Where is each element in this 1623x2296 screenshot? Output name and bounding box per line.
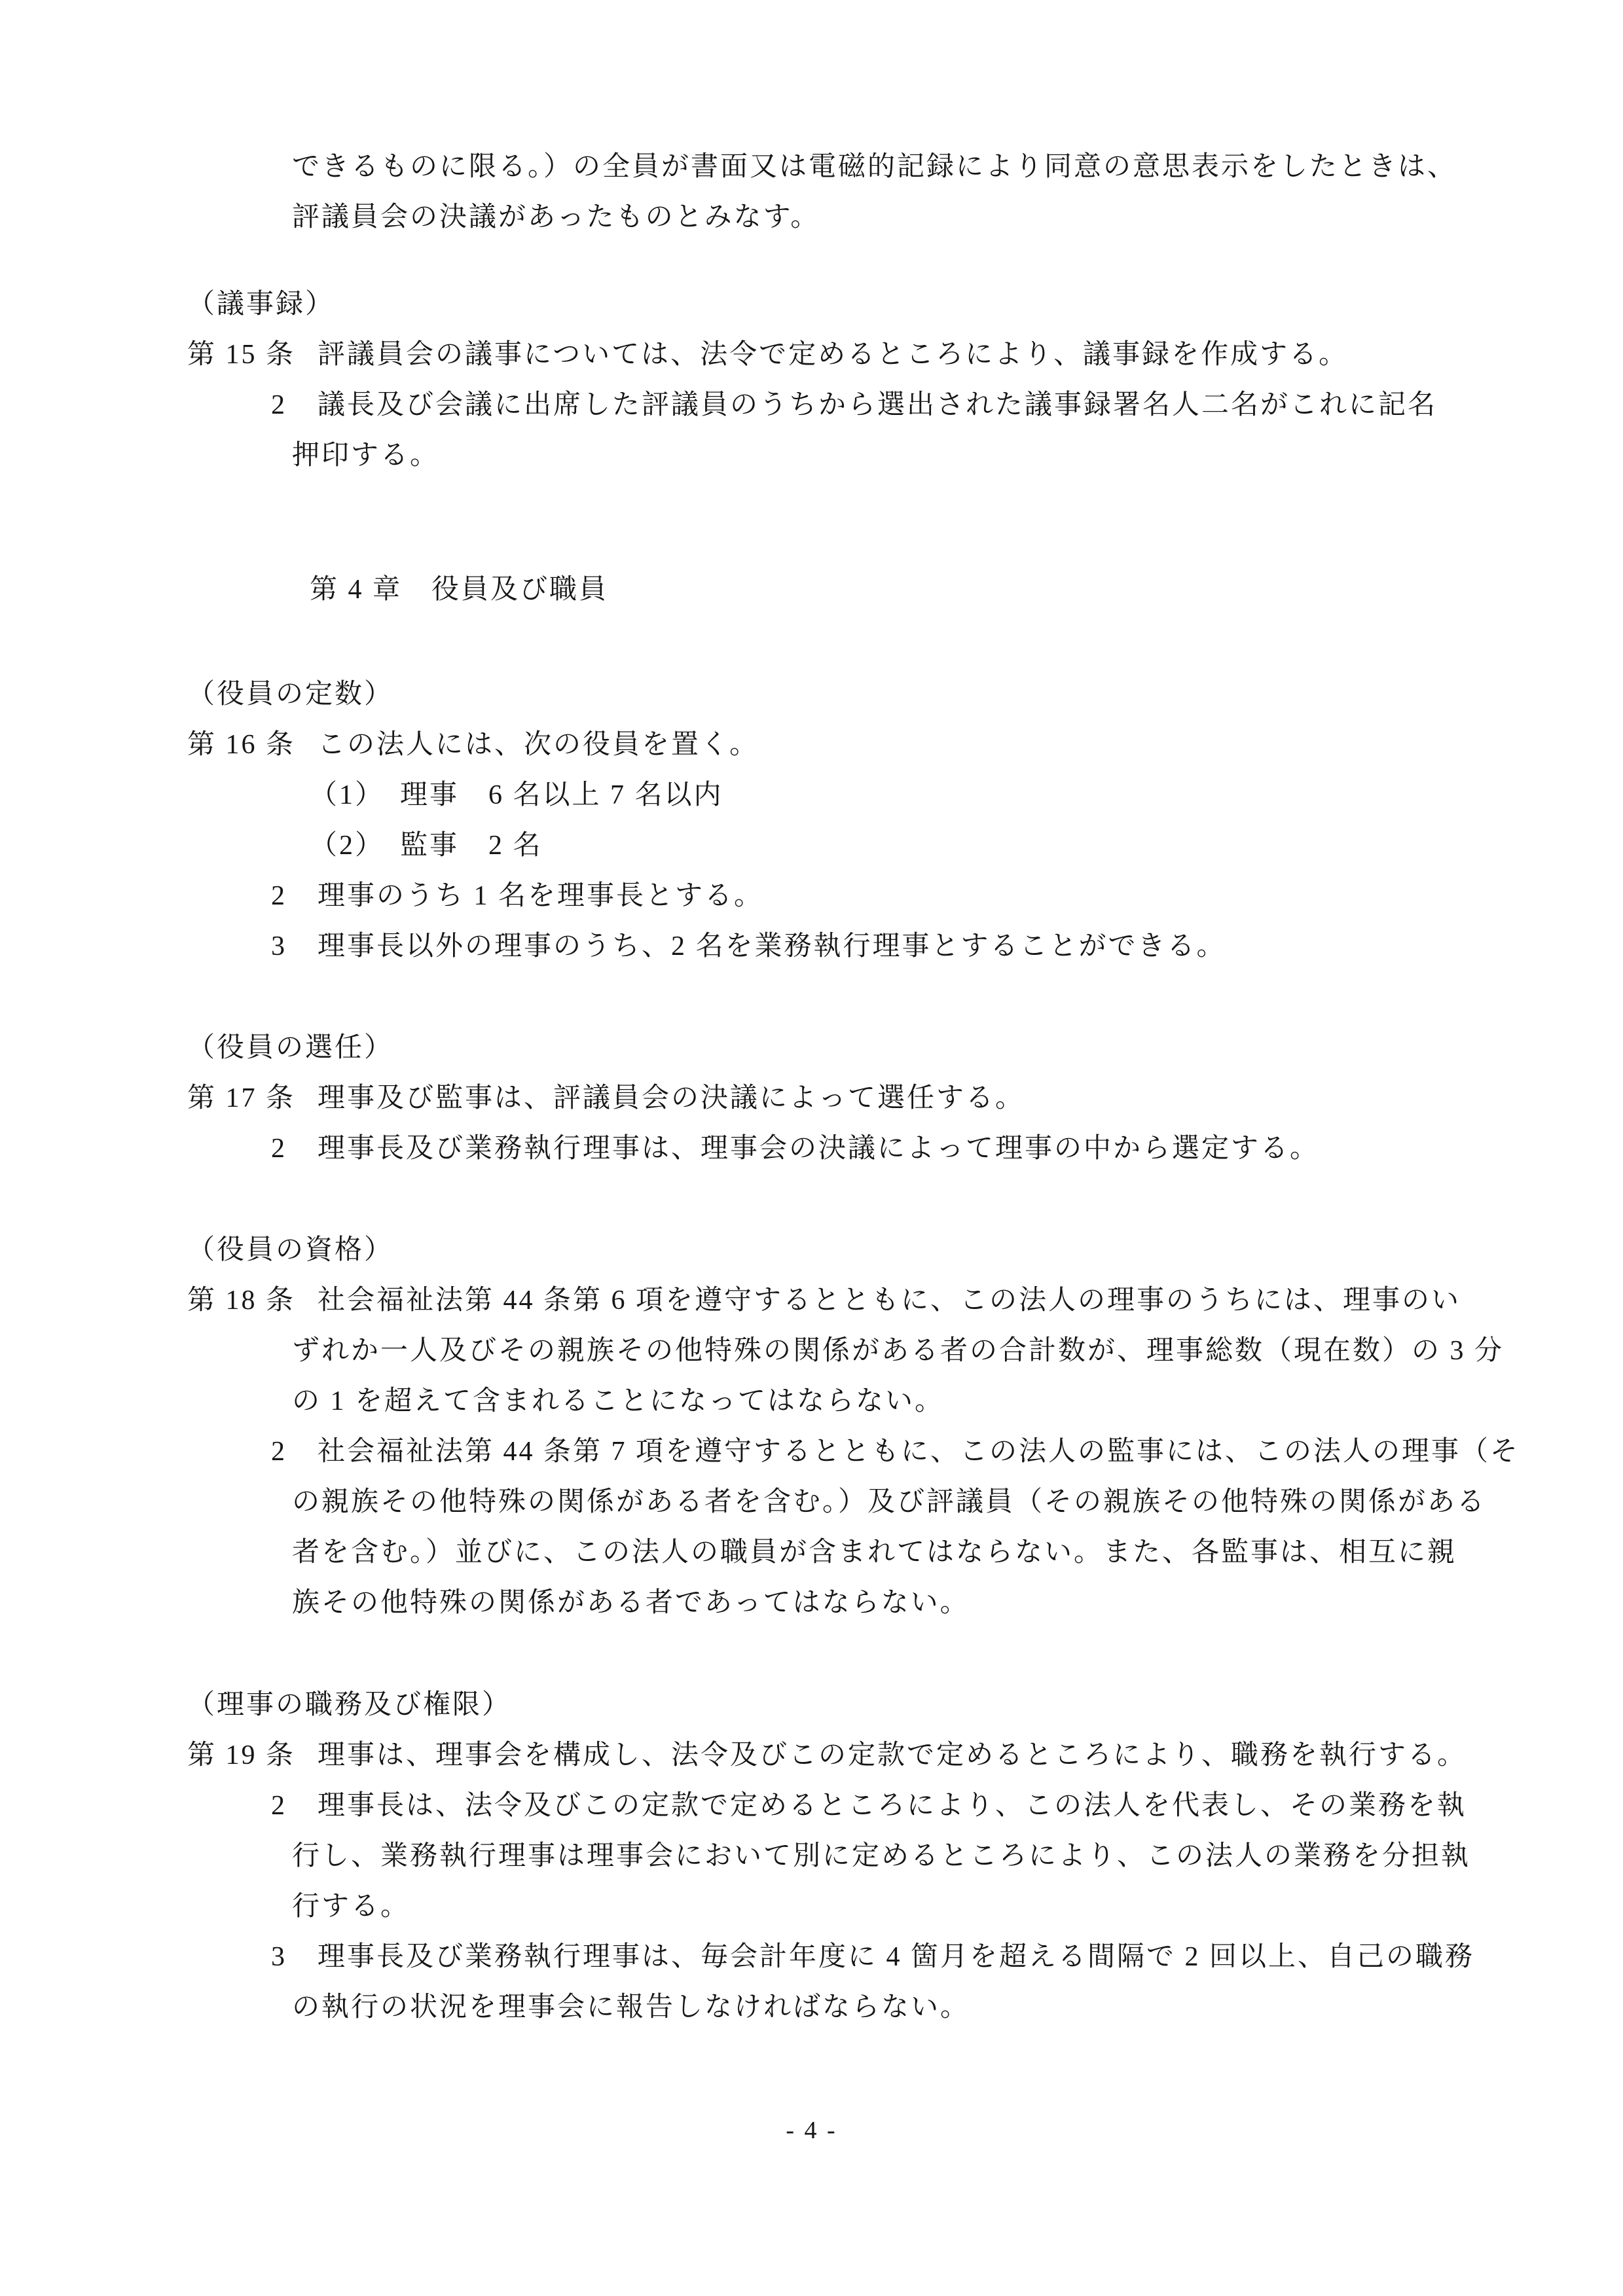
article-label: 第 16 条	[187, 730, 296, 760]
paragraph-number: 3	[271, 931, 287, 961]
section-heading: （役員の選任）	[187, 1033, 394, 1063]
article-line	[187, 720, 1492, 770]
paragraph-line	[187, 380, 1492, 431]
chapter-heading: 第 4 章 役員及び職員	[310, 575, 609, 605]
page-number: - 4 -	[786, 2117, 837, 2144]
text-line: 行する。	[292, 1892, 410, 1922]
line-text: 理事及び監事は、評議員会の決議によって選任する。	[318, 1083, 1025, 1113]
line-text: 議長及び会議に出席した評議員のうちから選出された議事録署名人二名がこれに記名	[318, 390, 1438, 420]
section-heading: （議事録）	[187, 289, 335, 319]
section-heading: （役員の資格）	[187, 1235, 394, 1265]
text-line: の執行の状況を理事会に報告しなければならない。	[292, 1992, 970, 2022]
item-line: （2） 監事 2 名	[310, 831, 543, 861]
paragraph-line	[187, 871, 1492, 922]
line-text: 理事長は、法令及びこの定款で定めるところにより、この法人を代表し、その業務を執	[318, 1791, 1467, 1821]
article-line	[187, 330, 1492, 380]
line-text: この法人には、次の役員を置く。	[318, 730, 759, 760]
line-text: 理事長及び業務執行理事は、毎会計年度に 4 箇月を超える間隔で 2 回以上、自己の職務	[318, 1942, 1475, 1972]
line-text: 理事は、理事会を構成し、法令及びこの定款で定めるところにより、職務を執行する。	[318, 1740, 1467, 1770]
article-line	[187, 1731, 1492, 1781]
article-line	[187, 1276, 1492, 1326]
line-text: 理事長及び業務執行理事は、理事会の決議によって理事の中から選定する。	[318, 1134, 1320, 1164]
article-label: 第 18 条	[187, 1285, 296, 1316]
paragraph-number: 2	[271, 1791, 287, 1821]
text-line: 行し、業務執行理事は理事会において別に定めるところにより、この法人の業務を分担執	[292, 1841, 1471, 1871]
paragraph-number: 2	[271, 881, 287, 911]
paragraph-number: 2	[271, 1134, 287, 1164]
line-text: 社会福祉法第 44 条第 6 項を遵守するとともに、この法人の理事のうちには、理事のい	[318, 1285, 1461, 1316]
article-label: 第 17 条	[187, 1083, 296, 1113]
text-line: 評議員会の決議があったものとみなす。	[292, 202, 820, 232]
paragraph-line	[187, 1932, 1492, 1982]
paragraph-line	[187, 1781, 1492, 1831]
line-text: 評議員会の議事については、法令で定めるところにより、議事録を作成する。	[318, 340, 1349, 370]
item-line: （1） 理事 6 名以上 7 名以内	[310, 780, 723, 810]
paragraph-number: 3	[271, 1942, 287, 1972]
section-heading: （理事の職務及び権限）	[187, 1690, 512, 1720]
article-label: 第 19 条	[187, 1740, 296, 1770]
article-label: 第 15 条	[187, 340, 296, 370]
text-line: ずれか一人及びその親族その他特殊の関係がある者の合計数が、理事総数（現在数）の 3 分	[292, 1336, 1504, 1366]
text-line: 押印する。	[292, 440, 440, 471]
paragraph-line	[187, 1427, 1520, 1477]
line-text: 理事長以外の理事のうち、2 名を業務執行理事とすることができる。	[318, 931, 1226, 961]
paragraph-number: 2	[271, 1437, 287, 1467]
paragraph-line	[187, 922, 1492, 972]
text-line: 者を含む。）並びに、この法人の職員が含まれてはならない。また、各監事は、相互に親	[292, 1537, 1457, 1568]
line-text: 社会福祉法第 44 条第 7 項を遵守するとともに、この法人の監事には、この法人の理事（そ	[318, 1437, 1520, 1467]
text-line: できるものに限る。）の全員が書面又は電磁的記録により同意の意思表示をしたときは、	[292, 152, 1457, 182]
section-heading: （役員の定数）	[187, 679, 394, 709]
text-line: の 1 を超えて含まれることになってはならない。	[292, 1386, 945, 1416]
document-body	[187, 142, 1520, 2033]
text-line: の親族その他特殊の関係がある者を含む。）及び評議員（その親族その他特殊の関係がある	[292, 1487, 1487, 1517]
paragraph-line	[187, 1124, 1492, 1174]
paragraph-number: 2	[271, 390, 287, 420]
article-line	[187, 1073, 1492, 1124]
text-line: 族その他特殊の関係がある者であってはならない。	[292, 1588, 970, 1618]
line-text: 理事のうち 1 名を理事長とする。	[318, 881, 764, 911]
